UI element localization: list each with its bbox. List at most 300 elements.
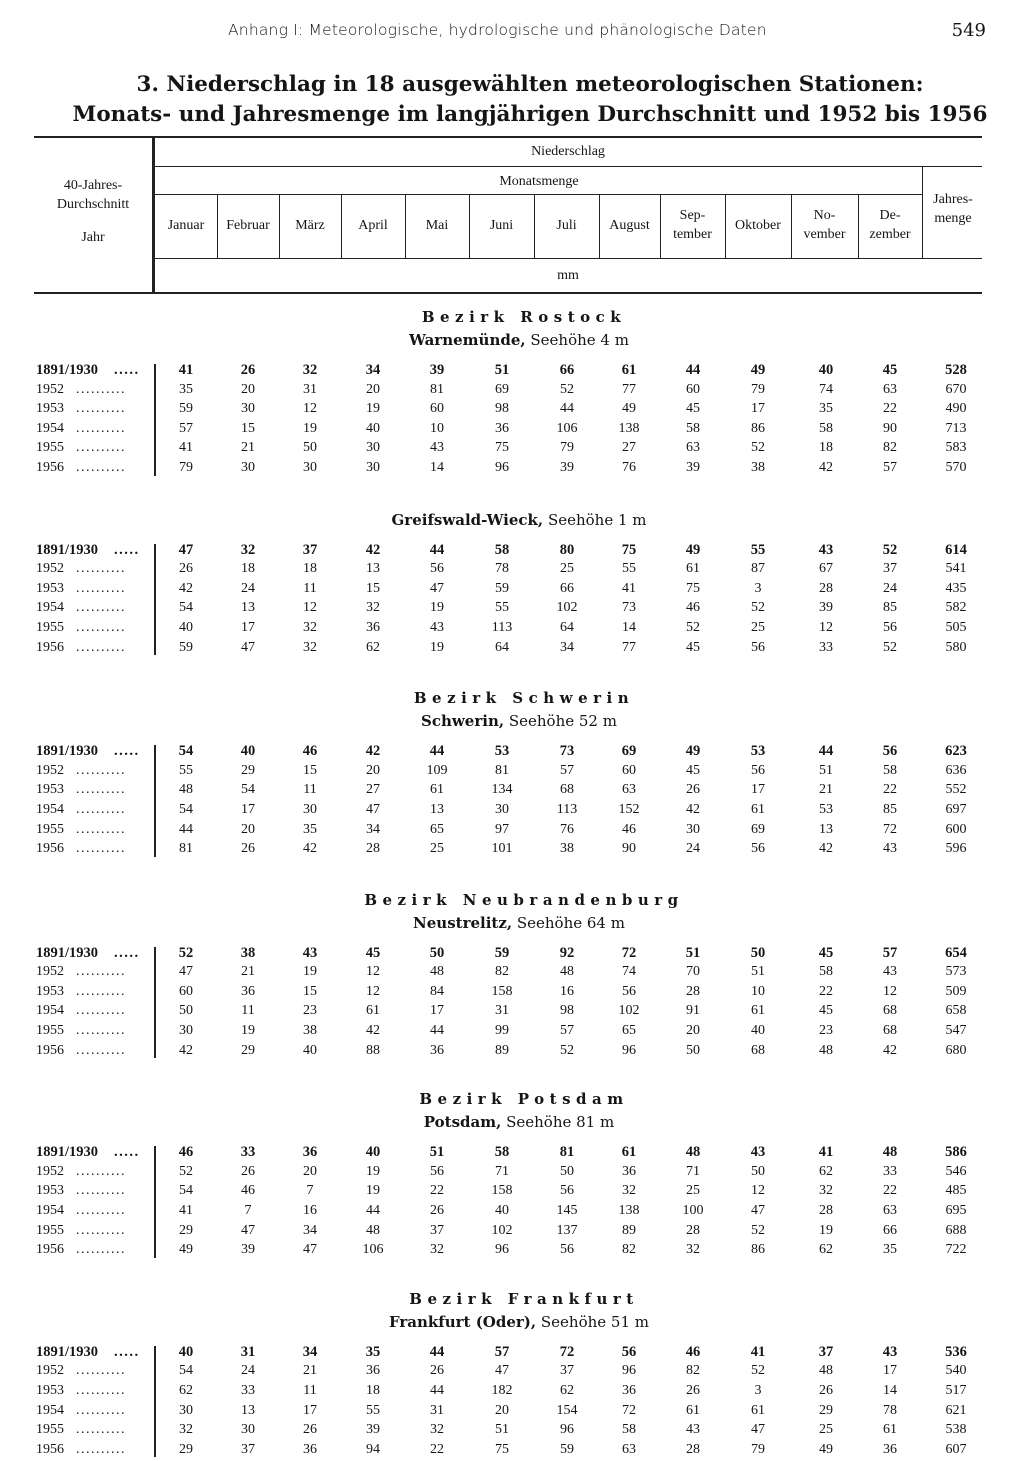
month-value: 49 — [179, 1242, 193, 1258]
month-value: 45 — [882, 362, 898, 378]
month-value: 61 — [621, 1144, 637, 1161]
month-value: 77 — [622, 639, 636, 655]
station-section — [0, 687, 1024, 861]
month-label: Februar — [226, 218, 270, 233]
year-label: 1955 — [36, 821, 64, 837]
month-value: 72 — [883, 821, 897, 837]
table-row — [0, 362, 1024, 382]
month-label-line2: zember — [869, 227, 911, 242]
year-label: 1956 — [36, 639, 64, 655]
month-value: 32 — [430, 1242, 444, 1258]
month-value: 60 — [622, 762, 636, 778]
month-value: 79 — [560, 440, 574, 456]
leader-dots: .......... — [76, 1441, 126, 1457]
month-value: 49 — [685, 541, 701, 558]
month-value: 30 — [303, 459, 317, 475]
month-value: 43 — [686, 1422, 700, 1438]
month-value: 54 — [179, 801, 193, 817]
unit-label: mm — [557, 268, 579, 283]
month-value: 37 — [302, 541, 318, 558]
month-value: 44 — [560, 401, 574, 417]
month-value: 68 — [883, 1023, 897, 1039]
month-value: 31 — [240, 1343, 256, 1360]
data-rows — [0, 542, 1024, 660]
month-value: 37 — [560, 1363, 574, 1379]
month-value: 74 — [622, 964, 636, 980]
month-value: 34 — [302, 1343, 318, 1360]
month-value: 100 — [682, 1203, 704, 1219]
month-value: 98 — [560, 1003, 574, 1019]
month-value: 18 — [241, 561, 255, 577]
month-value: 82 — [883, 440, 897, 456]
month-value: 13 — [430, 801, 444, 817]
month-value: 36 — [430, 1042, 444, 1058]
month-value: 96 — [622, 1363, 636, 1379]
annual-value: 636 — [945, 762, 967, 778]
annual-value: 614 — [945, 541, 967, 558]
month-value: 30 — [179, 1023, 193, 1039]
month-value: 20 — [366, 381, 380, 397]
month-value: 37 — [883, 561, 897, 577]
year-label: 1955 — [36, 440, 64, 456]
month-value: 99 — [495, 1023, 509, 1039]
table-row — [0, 1203, 1024, 1223]
year-label: 1953 — [36, 1383, 64, 1398]
leader-dots: ..... — [114, 1144, 140, 1161]
month-value: 35 — [883, 1242, 897, 1258]
month-value: 62 — [179, 1383, 193, 1398]
table-row — [0, 1403, 1024, 1423]
table-row — [0, 460, 1024, 480]
month-label: Mai — [425, 218, 449, 233]
region-heading: Bezirk Potsdam — [419, 1090, 629, 1109]
month-value: 29 — [179, 1222, 193, 1238]
month-value: 88 — [366, 1042, 380, 1058]
annual-value: 596 — [945, 841, 967, 857]
month-value: 33 — [883, 1163, 897, 1179]
month-value: 52 — [178, 944, 194, 961]
month-value: 32 — [303, 639, 317, 655]
month-value: 102 — [618, 1003, 640, 1019]
month-label: Sep- — [679, 208, 706, 223]
month-value: 13 — [366, 561, 380, 577]
title-line-1: 3. Niederschlag in 18 ausgewählten meteorologischen Stationen: — [136, 72, 924, 97]
station-name: Neustrelitz, — [413, 913, 513, 932]
month-value: 52 — [883, 639, 897, 655]
month-value: 38 — [303, 1023, 317, 1039]
month-value: 61 — [751, 801, 765, 817]
month-value: 37 — [430, 1222, 444, 1238]
year-label: 1953 — [36, 1183, 64, 1199]
month-value: 17 — [241, 801, 255, 817]
month-value: 32 — [622, 1183, 636, 1199]
station-elevation: Seehöhe 4 m — [530, 331, 629, 349]
table-row — [0, 600, 1024, 620]
table-row — [0, 782, 1024, 802]
year-label: 1954 — [36, 420, 64, 436]
year-label: 1952 — [36, 1163, 64, 1179]
annual-value: 582 — [945, 600, 967, 616]
month-value: 19 — [430, 600, 444, 616]
monatsmenge-header: Monatsmenge — [499, 174, 579, 189]
month-value: 12 — [751, 1183, 765, 1199]
month-value: 59 — [495, 580, 509, 596]
leader-dots: .......... — [76, 600, 126, 616]
table-row — [0, 822, 1024, 842]
month-header — [858, 206, 922, 244]
stub-label-1: 40-Jahres- — [63, 178, 123, 193]
column-header — [34, 136, 982, 294]
month-header — [534, 216, 599, 235]
year-label: 1955 — [36, 1023, 64, 1039]
month-value: 59 — [179, 401, 193, 417]
month-value: 75 — [621, 541, 637, 558]
month-value: 138 — [618, 1203, 640, 1219]
month-value: 36 — [241, 983, 255, 999]
month-value: 36 — [622, 1163, 636, 1179]
station-heading — [0, 1110, 1024, 1134]
month-value: 28 — [686, 1222, 700, 1238]
month-value: 64 — [495, 639, 509, 655]
year-label: 1891/1930 — [36, 362, 99, 378]
month-value: 48 — [685, 1144, 701, 1161]
month-value: 89 — [495, 1042, 509, 1058]
month-value: 44 — [429, 743, 445, 760]
year-label: 1956 — [36, 1242, 64, 1258]
table-row — [0, 1344, 1024, 1364]
leader-dots: ..... — [114, 944, 140, 961]
year-label: 1952 — [36, 381, 64, 397]
month-value: 48 — [366, 1222, 380, 1238]
running-head-text: Anhang I: Meteorologische, hydrologische und phänologische Daten — [228, 21, 767, 39]
month-value: 54 — [178, 743, 194, 760]
month-value: 51 — [751, 964, 765, 980]
month-value: 50 — [751, 1163, 765, 1179]
month-value: 28 — [819, 1203, 833, 1219]
month-value: 94 — [366, 1441, 380, 1457]
month-value: 65 — [622, 1023, 636, 1039]
month-value: 81 — [559, 1144, 575, 1161]
month-value: 34 — [303, 1222, 317, 1238]
month-value: 31 — [430, 1402, 444, 1418]
month-value: 13 — [819, 821, 833, 837]
month-value: 20 — [241, 381, 255, 397]
month-value: 24 — [241, 580, 255, 596]
leader-dots: .......... — [76, 1383, 126, 1398]
month-value: 52 — [751, 1222, 765, 1238]
month-value: 58 — [622, 1422, 636, 1438]
month-value: 34 — [560, 639, 574, 655]
month-value: 45 — [686, 639, 700, 655]
year-label: 1953 — [36, 401, 64, 417]
annual-value: 547 — [945, 1023, 967, 1039]
month-value: 49 — [819, 1441, 833, 1457]
annual-value: 580 — [945, 639, 967, 655]
station-section — [0, 306, 1024, 480]
leader-dots: .......... — [76, 1242, 126, 1258]
month-value: 69 — [751, 821, 765, 837]
month-value: 44 — [429, 1343, 445, 1360]
month-value: 40 — [303, 1042, 317, 1058]
month-value: 62 — [560, 1383, 574, 1398]
running-head — [0, 20, 1024, 44]
leader-dots: .......... — [76, 821, 126, 837]
month-value: 21 — [819, 782, 833, 798]
month-value: 28 — [686, 983, 700, 999]
month-value: 31 — [303, 381, 317, 397]
month-value: 182 — [491, 1383, 513, 1398]
year-label: 1953 — [36, 983, 64, 999]
month-value: 39 — [819, 600, 833, 616]
month-value: 11 — [303, 782, 317, 798]
month-value: 62 — [366, 639, 380, 655]
month-value: 26 — [241, 841, 255, 857]
month-value: 48 — [819, 1363, 833, 1379]
month-value: 3 — [754, 1383, 762, 1398]
niederschlag-rule — [155, 166, 982, 167]
month-value: 14 — [622, 619, 636, 635]
month-header — [155, 216, 217, 235]
month-value: 47 — [495, 1363, 509, 1379]
month-value: 57 — [560, 762, 574, 778]
month-header — [725, 216, 791, 235]
month-value: 26 — [686, 1383, 700, 1398]
month-value: 40 — [179, 619, 193, 635]
year-label: 1891/1930 — [36, 743, 99, 760]
month-value: 20 — [495, 1402, 509, 1418]
month-value: 33 — [240, 1144, 256, 1161]
leader-dots: .......... — [76, 1222, 126, 1238]
month-value: 79 — [751, 1441, 765, 1457]
month-value: 47 — [751, 1422, 765, 1438]
month-value: 30 — [686, 821, 700, 837]
leader-dots: .......... — [76, 1003, 126, 1019]
month-value: 81 — [430, 381, 444, 397]
year-label: 1953 — [36, 580, 64, 596]
month-value: 30 — [241, 1422, 255, 1438]
month-value: 56 — [560, 1183, 574, 1199]
month-value: 60 — [179, 983, 193, 999]
month-value: 102 — [556, 600, 578, 616]
month-value: 72 — [559, 1343, 575, 1360]
month-value: 109 — [426, 762, 448, 778]
year-label: 1891/1930 — [36, 944, 99, 961]
month-value: 38 — [240, 944, 256, 961]
month-value: 12 — [303, 401, 317, 417]
month-value: 25 — [560, 561, 574, 577]
month-value: 68 — [751, 1042, 765, 1058]
month-value: 19 — [430, 639, 444, 655]
month-value: 113 — [491, 619, 513, 635]
month-value: 68 — [883, 1003, 897, 1019]
annual-value: 621 — [945, 1402, 967, 1418]
month-label: De- — [879, 208, 901, 223]
annual-value: 536 — [945, 1343, 967, 1360]
station-heading — [0, 508, 1024, 532]
month-value: 17 — [303, 1402, 317, 1418]
month-value: 7 — [244, 1203, 252, 1219]
month-value: 45 — [686, 401, 700, 417]
month-value: 22 — [883, 401, 897, 417]
annual-value: 509 — [945, 983, 967, 999]
month-value: 19 — [241, 1023, 255, 1039]
month-value: 28 — [819, 580, 833, 596]
jahresmenge-divider — [922, 166, 923, 258]
month-value: 32 — [430, 1422, 444, 1438]
leader-dots: .......... — [76, 801, 126, 817]
month-value: 56 — [622, 983, 636, 999]
annual-value: 552 — [945, 782, 967, 798]
month-value: 98 — [495, 401, 509, 417]
month-value: 71 — [686, 1163, 700, 1179]
station-heading — [0, 1310, 1024, 1334]
month-value: 24 — [241, 1363, 255, 1379]
month-value: 18 — [366, 1383, 380, 1398]
month-value: 41 — [818, 1144, 834, 1161]
month-value: 52 — [560, 1042, 574, 1058]
leader-dots: .......... — [76, 964, 126, 980]
month-value: 69 — [495, 381, 509, 397]
month-header — [469, 216, 534, 235]
leader-dots: .......... — [76, 381, 126, 397]
year-label: 1954 — [36, 801, 64, 817]
month-value: 55 — [750, 541, 766, 558]
table-row — [0, 421, 1024, 441]
month-value: 78 — [883, 1402, 897, 1418]
month-value: 50 — [429, 944, 445, 961]
month-value: 40 — [366, 420, 380, 436]
table-row — [0, 542, 1024, 562]
month-value: 58 — [819, 420, 833, 436]
month-value: 46 — [622, 821, 636, 837]
month-value: 29 — [241, 1042, 255, 1058]
month-value: 46 — [241, 1183, 255, 1199]
month-value: 96 — [622, 1042, 636, 1058]
leader-dots: .......... — [76, 1163, 126, 1179]
month-value: 57 — [883, 459, 897, 475]
month-value: 26 — [179, 561, 193, 577]
month-value: 47 — [303, 1242, 317, 1258]
month-value: 25 — [819, 1422, 833, 1438]
station-elevation: Seehöhe 1 m — [547, 510, 647, 529]
month-value: 97 — [495, 821, 509, 837]
month-value: 85 — [883, 600, 897, 616]
month-value: 81 — [179, 841, 193, 857]
month-value: 21 — [241, 440, 255, 456]
month-value: 54 — [179, 600, 193, 616]
year-label: 1955 — [36, 619, 64, 635]
month-value: 18 — [819, 440, 833, 456]
month-value: 12 — [819, 619, 833, 635]
annual-value: 517 — [945, 1383, 967, 1398]
month-value: 33 — [819, 639, 833, 655]
table-row — [0, 1003, 1024, 1023]
data-rows — [0, 362, 1024, 480]
month-value: 42 — [819, 459, 833, 475]
annual-value: 697 — [945, 801, 967, 817]
table-row — [0, 620, 1024, 640]
month-header — [279, 216, 341, 235]
jahresmenge-header — [924, 190, 982, 228]
annual-value: 623 — [945, 743, 967, 760]
station-name: Schwerin, — [421, 712, 505, 731]
table-row — [0, 1043, 1024, 1063]
month-value: 26 — [686, 782, 700, 798]
annual-value: 586 — [945, 1144, 967, 1161]
month-value: 27 — [622, 440, 636, 456]
annual-value: 583 — [945, 440, 967, 456]
month-value: 47 — [179, 964, 193, 980]
month-value: 44 — [179, 821, 193, 837]
month-value: 39 — [241, 1242, 255, 1258]
month-value: 50 — [303, 440, 317, 456]
month-value: 20 — [366, 762, 380, 778]
annual-value: 607 — [945, 1441, 967, 1457]
year-label: 1952 — [36, 762, 64, 778]
month-value: 71 — [495, 1163, 509, 1179]
table-row — [0, 561, 1024, 581]
month-value: 42 — [366, 1023, 380, 1039]
month-value: 12 — [303, 600, 317, 616]
month-value: 68 — [560, 782, 574, 798]
month-value: 7 — [306, 1183, 314, 1199]
month-value: 26 — [430, 1363, 444, 1379]
month-value: 59 — [494, 944, 510, 961]
leader-dots: ..... — [114, 541, 140, 558]
month-value: 24 — [686, 841, 700, 857]
month-value: 58 — [883, 762, 897, 778]
month-value: 37 — [241, 1441, 255, 1457]
month-value: 66 — [560, 580, 574, 596]
month-value: 50 — [179, 1003, 193, 1019]
annual-value: 600 — [945, 821, 967, 837]
month-value: 33 — [241, 1383, 255, 1398]
month-value: 50 — [750, 944, 766, 961]
month-value: 21 — [241, 964, 255, 980]
month-value: 39 — [366, 1422, 380, 1438]
month-value: 60 — [430, 401, 444, 417]
month-value: 43 — [750, 1144, 766, 1161]
month-value: 44 — [818, 743, 834, 760]
month-value: 53 — [494, 743, 510, 760]
month-value: 38 — [560, 841, 574, 857]
annual-value: 541 — [945, 561, 967, 577]
table-row — [0, 945, 1024, 965]
month-label: Juli — [556, 218, 577, 233]
month-value: 48 — [430, 964, 444, 980]
data-rows — [0, 743, 1024, 861]
month-value: 89 — [622, 1222, 636, 1238]
annual-value: 435 — [945, 580, 967, 596]
leader-dots: .......... — [76, 782, 126, 798]
month-value: 45 — [818, 944, 834, 961]
jahresmenge-label-1: Jahres- — [933, 192, 973, 207]
annual-value: 654 — [945, 944, 967, 961]
month-value: 51 — [685, 944, 701, 961]
month-value: 138 — [618, 420, 640, 436]
month-value: 58 — [819, 964, 833, 980]
month-value: 22 — [430, 1183, 444, 1199]
month-value: 13 — [241, 600, 255, 616]
leader-dots: .......... — [76, 401, 126, 417]
month-value: 59 — [560, 1441, 574, 1457]
month-value: 19 — [303, 420, 317, 436]
month-value: 56 — [883, 619, 897, 635]
month-value: 24 — [883, 580, 897, 596]
month-label: No- — [813, 208, 836, 223]
month-header — [405, 216, 469, 235]
table-row — [0, 581, 1024, 601]
